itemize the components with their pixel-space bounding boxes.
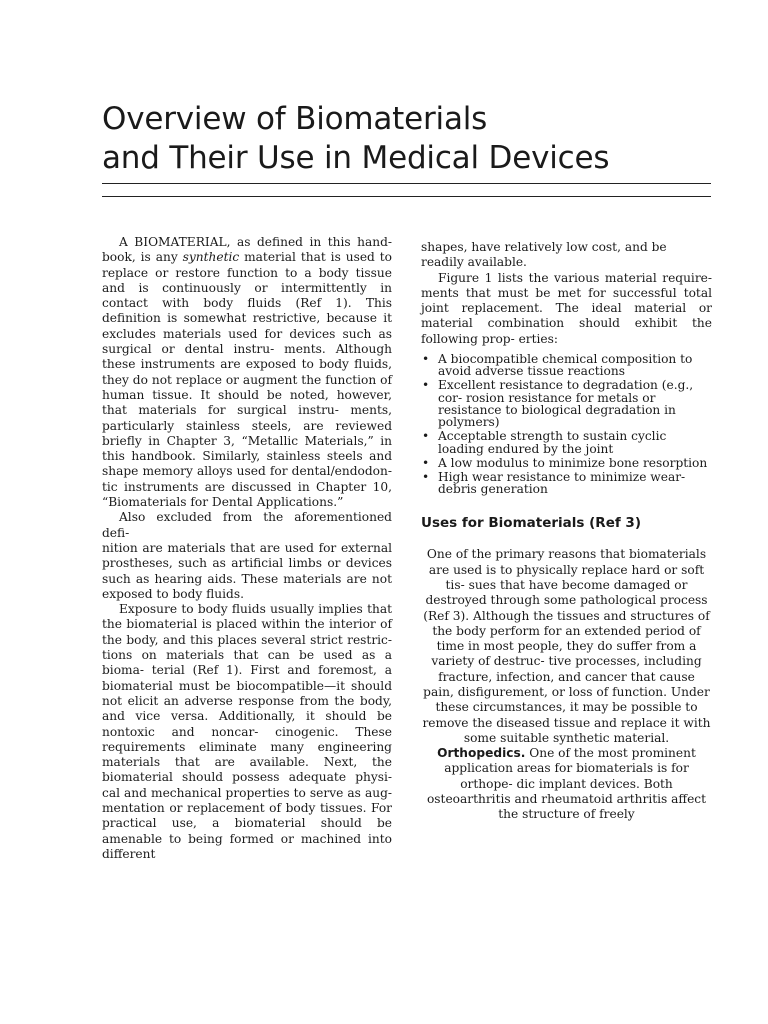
emphasis-synthetic: synthetic [182,250,240,265]
properties-list [421,353,712,495]
left-column [102,235,392,862]
paragraph-excluded-b: nition are materials that are used for external prostheses, such as artificial limbs or devices such as hearing aids. These materials are not exposed to body fluids. [102,540,392,601]
page-title [102,100,722,178]
title-rule-bottom [102,196,711,197]
list-item: • Excellent resistance to degradation (e.g., cor- rosion resistance for metals or resistance to biological degradation in polymers) [421,379,712,428]
run-in-heading-orthopedics: Orthopedics. [437,746,526,761]
list-item: • High wear resistance to minimize wear- debris generation [421,471,712,495]
list-item: • Acceptable strength to sustain cyclic loading endured by the joint [421,430,712,454]
paragraph-uses: One of the primary reasons that biomaterials are used is to physically replace hard or soft tis- sues that have become damaged or destroyed through some pathological process (Ref 3). Although the tissues and structures of the body perform for an extended period of time in most people, they do suffer from a variety of destruc- tive processes, including fracture, infection, and cancer that cause pain, disfigurement, or loss of function. Under these circumstances, it may be possible to remove the diseased tissue and replace it with some suitable synthetic material. Orthopedics. One of the most prominent application areas for biomaterials is for orthope- dic implant devices. Both osteoarthritis and rheumatoid arthritis affect the structure of freely [422,547,711,822]
paragraph-exposure: Exposure to body fluids usually implies that the biomaterial is placed within the interior of the body, and this places several strict restric- tions on materials that can be used as a bioma- terial (Ref 1). First and foremost, a biomaterial must be biocompatible—it should not elicit an adverse response from the body, and vice versa. Additionally, it should be nontoxic and noncar- cinogenic. These requirements eliminate many engineering materials that are available. Next, the biomaterial should possess adequate physi- cal and mechanical properties to serve as aug- mentation or replacement of body tissues. For practical use, a biomaterial should be amenable to being formed or machined into different [102,602,392,861]
section-heading: Uses for Biomaterials (Ref 3) [421,515,641,532]
title-rule-top [102,183,711,184]
list-item: • A low modulus to minimize bone resorption [421,457,712,469]
paragraph-figure-1: Figure 1 lists the various material require- ments that must be met for successful total joint replacement. The ideal material or material combination should exhibit the following prop- erties: [421,270,712,346]
paragraph-definition: A BIOMATERIAL, as defined in this hand- book, is any synthetic material that is used to replace or restore function to a body tissue and is continuously or intermittently in contact with body fluids (Ref 1). This definition is somewhat restrictive, because it excludes materials used for devices such as surgical or dental instru- ments. Although these instruments are exposed to body fluids, they do not replace or augment the function of human tissue. It should be noted, however, that materials for surgical instru- ments, particularly stainless steels, are reviewed briefly in Chapter 3, “Metallic Materials,” in this handbook. Similarly, stainless steels and shape memory alloys used for dental/endodon- tic instruments are discussed in Chapter 10, “Biomaterials for Dental Applications.” [102,235,392,510]
paragraph-shapes: shapes, have relatively low cost, and be readily available. [421,240,667,270]
title-line-2: and Their Use in Medical Devices [102,140,610,176]
paragraph-excluded-a: Also excluded from the aforementioned defi- [102,510,392,540]
title-line-1: Overview of Biomaterials [102,101,488,137]
right-column [421,240,712,823]
list-item: • A biocompatible chemical composition to avoid adverse tissue reactions [421,353,712,377]
